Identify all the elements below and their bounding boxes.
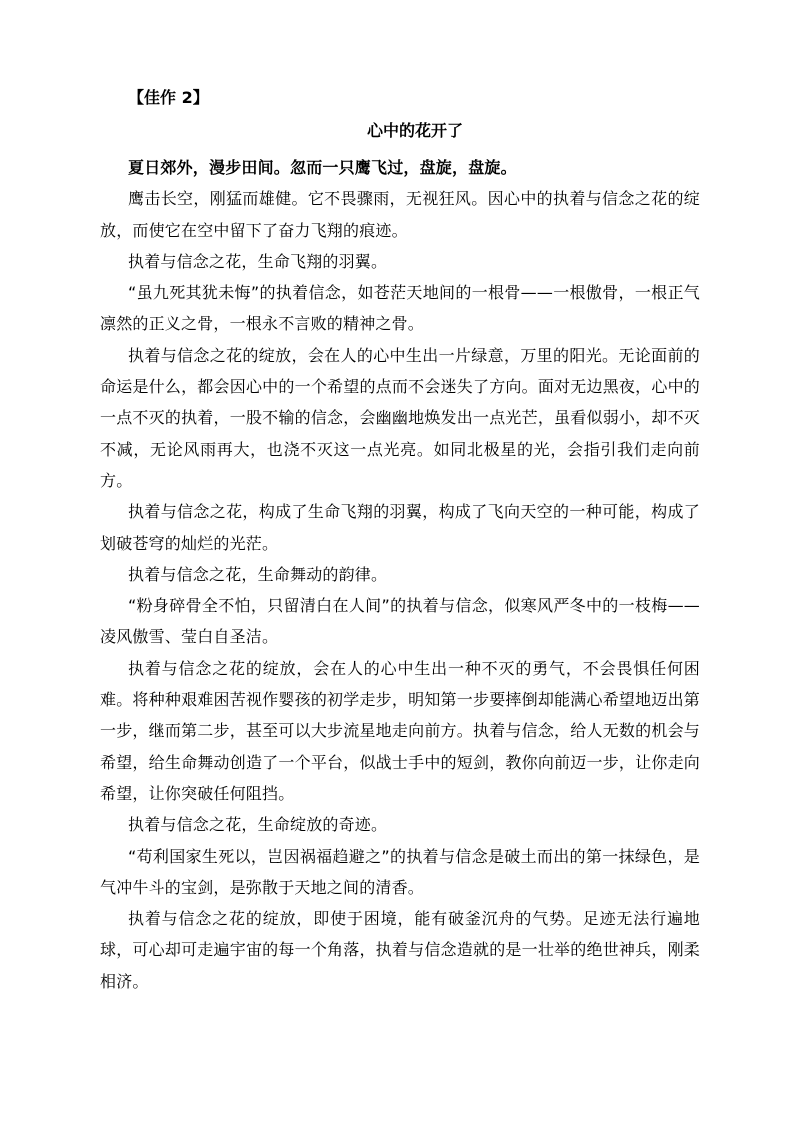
essay-label: 【佳作 2】 (128, 88, 209, 107)
paragraph: 执着与信念之花，生命飞翔的羽翼。 (128, 251, 388, 271)
paragraph: 执着与信念之花的绽放，会在人的心中生出一片绿意，万里的阳光。无论面前的命运是什么，都会因心中的一个希望的点而不会迷失了方向。面对无边黑夜，心中的一点不灭的执着，一股不输的信念，会幽幽地焕发出一点光芒，虽看似弱小，却不灭不减，无论风雨再大，也浇不灭这一点光亮。如同北极星的光，会指引我们走向前方。 (100, 345, 700, 490)
paragraph: “虽九死其犹未悔”的执着信念，如苍茫天地间的一根骨——一根傲骨，一根正气凛然的正义之骨，一根永不言败的精神之骨。 (100, 283, 700, 334)
paragraph: 执着与信念之花的绽放，会在人的心中生出一种不灭的勇气，不会畏惧任何困难。将种种艰难困苦视作婴孩的初学走步，明知第一步要摔倒却能满心希望地迈出第一步，继而第二步，甚至可以大步流星地走向前方。执着与信念，给人无数的机会与希望，给生命舞动创造了一个平台，似战士手中的短剑，教你向前迈一步，让你走向希望，让你突破任何阻挡。 (100, 658, 700, 803)
essay-body (100, 152, 700, 997)
paragraph: 执着与信念之花，生命绽放的奇迹。 (128, 815, 388, 835)
essay-title: 心中的花开了 (366, 121, 463, 140)
paragraph: “粉身碎骨全不怕，只留清白在人间”的执着与信念，似寒风严冬中的一枝梅——凌风傲雪、莹白自圣洁。 (100, 596, 700, 647)
paragraph: 鹰击长空，刚猛而雄健。它不畏骤雨，无视狂风。因心中的执着与信念之花的绽放，而使它在空中留下了奋力飞翔的痕迹。 (100, 189, 700, 240)
paragraph: 执着与信念之花，生命舞动的韵律。 (128, 564, 388, 584)
paragraph: 夏日郊外，漫步田间。忽而一只鹰飞过，盘旋，盘旋。 (128, 158, 517, 177)
paragraph: “苟利国家生死以，岂因祸福趋避之”的执着与信念是破土而出的第一抹绿色，是气冲牛斗的宝剑，是弥散于天地之间的清香。 (100, 846, 700, 897)
paragraph: 执着与信念之花的绽放，即使于困境，能有破釜沉舟的气势。足迹无法行遍地球，可心却可走遍宇宙的每一个角落，执着与信念造就的是一壮举的绝世神兵，刚柔相济。 (100, 909, 700, 991)
paragraph: 执着与信念之花，构成了生命飞翔的羽翼，构成了飞向天空的一种可能，构成了划破苍穹的灿烂的光茫。 (100, 502, 700, 553)
